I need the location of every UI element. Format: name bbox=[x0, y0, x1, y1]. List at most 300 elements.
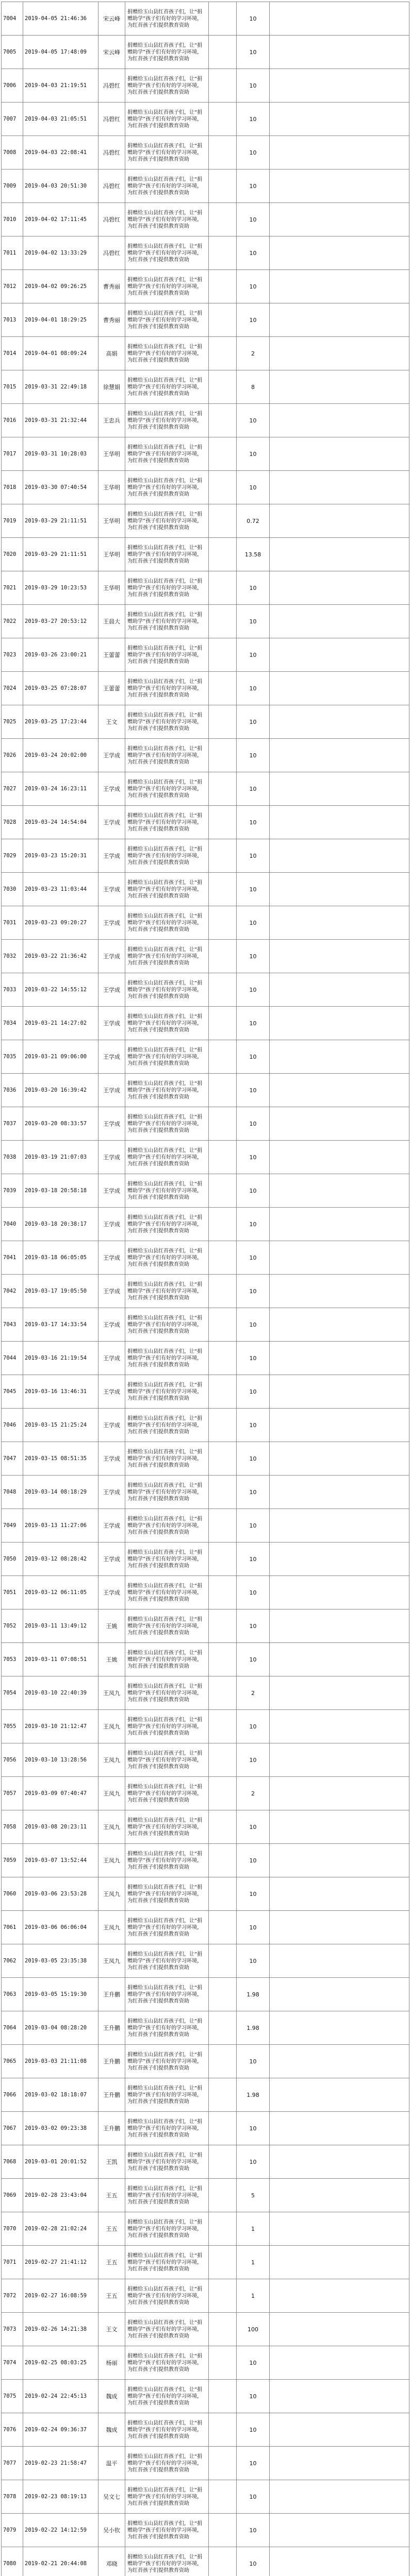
row-blank-cell bbox=[209, 873, 237, 906]
row-amount: 10 bbox=[237, 1877, 270, 1911]
row-amount: 10 bbox=[237, 1208, 270, 1241]
row-blank-cell bbox=[209, 605, 237, 638]
row-description: 捐赠给玉山县红苔孩子们，让“捐赠助学”孩子们有好的学习环境，为红苔孩子们提供教育资助 bbox=[125, 1141, 209, 1174]
row-donor-name: 王华明 bbox=[98, 437, 125, 471]
row-blank-cell bbox=[209, 1442, 237, 1476]
table-row bbox=[2, 1442, 409, 1476]
row-id: 7059 bbox=[2, 1844, 23, 1877]
row-description: 捐赠给玉山县红苔孩子们，让“捐赠助学”孩子们有好的学习环境，为红苔孩子们提供教育资助 bbox=[125, 605, 209, 638]
row-blank-cell bbox=[270, 1978, 409, 2011]
row-blank-cell bbox=[209, 1643, 237, 1676]
row-description: 捐赠给玉山县红苔孩子们，让“捐赠助学”孩子们有好的学习环境，为红苔孩子们提供教育资助 bbox=[125, 1978, 209, 2011]
row-amount: 10 bbox=[237, 1710, 270, 1743]
row-blank-cell bbox=[270, 1810, 409, 1844]
row-description: 捐赠给玉山县红苔孩子们，让“捐赠助学”孩子们有好的学习环境，为红苔孩子们提供教育资助 bbox=[125, 236, 209, 270]
row-amount: 10 bbox=[237, 1308, 270, 1342]
row-datetime: 2019-03-11 07:08:51 bbox=[23, 1643, 98, 1676]
row-donor-name: 徐慧娟 bbox=[98, 370, 125, 404]
row-id: 7015 bbox=[2, 370, 23, 404]
row-id: 7014 bbox=[2, 337, 23, 370]
row-blank-cell bbox=[209, 2447, 237, 2480]
row-datetime: 2019-03-02 18:18:07 bbox=[23, 2078, 98, 2112]
table-row bbox=[2, 1743, 409, 1777]
row-blank-cell bbox=[209, 1911, 237, 1944]
row-donor-name: 王华明 bbox=[98, 538, 125, 571]
row-description: 捐赠给玉山县红苔孩子们，让“捐赠助学”孩子们有好的学习环境，为红苔孩子们提供教育资助 bbox=[125, 1609, 209, 1643]
row-blank-cell bbox=[209, 1944, 237, 1978]
row-blank-cell bbox=[209, 1609, 237, 1643]
table-row bbox=[2, 1241, 409, 1275]
row-blank-cell bbox=[270, 1911, 409, 1944]
row-blank-cell bbox=[270, 236, 409, 270]
row-blank-cell bbox=[270, 1676, 409, 1710]
row-blank-cell bbox=[209, 705, 237, 739]
row-blank-cell bbox=[270, 772, 409, 806]
row-description: 捐赠给玉山县红苔孩子们，让“捐赠助学”孩子们有好的学习环境，为红苔孩子们提供教育资助 bbox=[125, 1877, 209, 1911]
row-amount: 0.72 bbox=[237, 504, 270, 538]
row-amount: 10 bbox=[237, 1476, 270, 1509]
row-amount: 10 bbox=[237, 1074, 270, 1107]
row-blank-cell bbox=[209, 1007, 237, 1040]
row-id: 7010 bbox=[2, 203, 23, 236]
row-description: 捐赠给玉山县红苔孩子们，让“捐赠助学”孩子们有好的学习环境，为红苔孩子们提供教育资助 bbox=[125, 571, 209, 605]
row-donor-name: 吴小钦 bbox=[98, 2514, 125, 2547]
row-datetime: 2019-04-01 08:09:24 bbox=[23, 337, 98, 370]
row-description: 捐赠给玉山县红苔孩子们，让“捐赠助学”孩子们有好的学习环境，为红苔孩子们提供教育资助 bbox=[125, 203, 209, 236]
row-id: 7036 bbox=[2, 1074, 23, 1107]
row-blank-cell bbox=[270, 1308, 409, 1342]
row-blank-cell bbox=[270, 1375, 409, 1409]
row-datetime: 2019-02-27 16:08:59 bbox=[23, 2279, 98, 2313]
table-row bbox=[2, 2413, 409, 2447]
row-donor-name: 魏成 bbox=[98, 2380, 125, 2413]
row-description: 捐赠给玉山县红苔孩子们，让“捐赠助学”孩子们有好的学习环境，为红苔孩子们提供教育资助 bbox=[125, 1241, 209, 1275]
row-blank-cell bbox=[209, 2514, 237, 2547]
row-blank-cell bbox=[270, 1342, 409, 1375]
row-description: 捐赠给玉山县红苔孩子们，让“捐赠助学”孩子们有好的学习环境，为红苔孩子们提供教育资助 bbox=[125, 1208, 209, 1241]
table-row bbox=[2, 605, 409, 638]
row-description: 捐赠给玉山县红苔孩子们，让“捐赠助学”孩子们有好的学习环境，为红苔孩子们提供教育资助 bbox=[125, 2045, 209, 2078]
row-id: 7013 bbox=[2, 303, 23, 337]
table-row bbox=[2, 1107, 409, 1141]
row-amount: 13.58 bbox=[237, 538, 270, 571]
row-datetime: 2019-03-06 06:06:04 bbox=[23, 1911, 98, 1944]
row-id: 7056 bbox=[2, 1743, 23, 1777]
row-id: 7049 bbox=[2, 1509, 23, 1543]
row-amount: 10 bbox=[237, 705, 270, 739]
row-donor-name: 王学成 bbox=[98, 1241, 125, 1275]
row-datetime: 2019-03-29 21:11:51 bbox=[23, 538, 98, 571]
row-amount: 10 bbox=[237, 103, 270, 136]
row-datetime: 2019-03-21 09:06:00 bbox=[23, 1040, 98, 1074]
row-blank-cell bbox=[270, 2380, 409, 2413]
row-blank-cell bbox=[209, 2045, 237, 2078]
row-blank-cell bbox=[209, 103, 237, 136]
row-donor-name: 冯碧红 bbox=[98, 136, 125, 170]
row-amount: 10 bbox=[237, 940, 270, 973]
row-blank-cell bbox=[270, 437, 409, 471]
row-blank-cell bbox=[270, 1643, 409, 1676]
row-blank-cell bbox=[209, 571, 237, 605]
row-description: 捐赠给玉山县红苔孩子们，让“捐赠助学”孩子们有好的学习环境，为红苔孩子们提供教育资助 bbox=[125, 1174, 209, 1208]
row-donor-name: 王学成 bbox=[98, 973, 125, 1007]
row-description: 捐赠给玉山县红苔孩子们，让“捐赠助学”孩子们有好的学习环境，为红苔孩子们提供教育资助 bbox=[125, 471, 209, 504]
row-datetime: 2019-03-15 08:51:35 bbox=[23, 1442, 98, 1476]
row-description: 捐赠给玉山县红苔孩子们，让“捐赠助学”孩子们有好的学习环境，为红苔孩子们提供教育资助 bbox=[125, 337, 209, 370]
row-datetime: 2019-04-05 21:46:36 bbox=[23, 2, 98, 36]
table-row bbox=[2, 1609, 409, 1643]
row-blank-cell bbox=[270, 2212, 409, 2246]
row-donor-name: 王学成 bbox=[98, 1208, 125, 1241]
row-blank-cell bbox=[209, 303, 237, 337]
row-blank-cell bbox=[209, 1409, 237, 1442]
row-datetime: 2019-03-07 13:52:44 bbox=[23, 1844, 98, 1877]
row-description: 捐赠给玉山县红苔孩子们，让“捐赠助学”孩子们有好的学习环境，为红苔孩子们提供教育资助 bbox=[125, 1543, 209, 1576]
row-datetime: 2019-02-25 08:03:25 bbox=[23, 2346, 98, 2380]
row-blank-cell bbox=[209, 1476, 237, 1509]
row-blank-cell bbox=[270, 1442, 409, 1476]
row-id: 7078 bbox=[2, 2480, 23, 2514]
row-blank-cell bbox=[270, 1543, 409, 1576]
row-blank-cell bbox=[209, 370, 237, 404]
row-amount: 10 bbox=[237, 2, 270, 36]
row-datetime: 2019-03-10 22:40:39 bbox=[23, 1676, 98, 1710]
row-donor-name: 王凤九 bbox=[98, 1844, 125, 1877]
row-id: 7035 bbox=[2, 1040, 23, 1074]
row-blank-cell bbox=[270, 1275, 409, 1308]
row-amount: 1.98 bbox=[237, 1978, 270, 2011]
row-description: 捐赠给玉山县红苔孩子们，让“捐赠助学”孩子们有好的学习环境，为红苔孩子们提供教育资助 bbox=[125, 1576, 209, 1609]
table-row bbox=[2, 203, 409, 236]
row-id: 7039 bbox=[2, 1174, 23, 1208]
row-id: 7068 bbox=[2, 2145, 23, 2179]
row-description: 捐赠给玉山县红苔孩子们，让“捐赠助学”孩子们有好的学习环境，为红苔孩子们提供教育资助 bbox=[125, 638, 209, 672]
row-amount: 10 bbox=[237, 2380, 270, 2413]
row-donor-name: 杨丽 bbox=[98, 2346, 125, 2380]
row-blank-cell bbox=[270, 2279, 409, 2313]
row-amount: 10 bbox=[237, 136, 270, 170]
table-row bbox=[2, 370, 409, 404]
table-row bbox=[2, 1911, 409, 1944]
row-blank-cell bbox=[209, 1275, 237, 1308]
row-id: 7048 bbox=[2, 1476, 23, 1509]
row-description: 捐赠给玉山县红苔孩子们，让“捐赠助学”孩子们有好的学习环境，为红苔孩子们提供教育资助 bbox=[125, 2112, 209, 2145]
row-datetime: 2019-02-22 14:12:59 bbox=[23, 2514, 98, 2547]
row-description: 捐赠给玉山县红苔孩子们，让“捐赠助学”孩子们有好的学习环境，为红苔孩子们提供教育资助 bbox=[125, 2212, 209, 2246]
row-datetime: 2019-03-10 21:12:47 bbox=[23, 1710, 98, 1743]
row-blank-cell bbox=[270, 2078, 409, 2112]
row-id: 7012 bbox=[2, 270, 23, 303]
table-row bbox=[2, 103, 409, 136]
row-datetime: 2019-03-05 23:35:38 bbox=[23, 1944, 98, 1978]
row-id: 7057 bbox=[2, 1777, 23, 1810]
row-datetime: 2019-03-23 09:20:27 bbox=[23, 906, 98, 940]
row-description: 捐赠给玉山县红苔孩子们，让“捐赠助学”孩子们有好的学习环境，为红苔孩子们提供教育资助 bbox=[125, 1643, 209, 1676]
row-blank-cell bbox=[209, 1107, 237, 1141]
row-datetime: 2019-02-28 21:02:24 bbox=[23, 2212, 98, 2246]
row-id: 7004 bbox=[2, 2, 23, 36]
row-id: 7019 bbox=[2, 504, 23, 538]
row-amount: 100 bbox=[237, 2313, 270, 2346]
row-blank-cell bbox=[209, 2011, 237, 2045]
row-datetime: 2019-03-09 07:40:47 bbox=[23, 1777, 98, 1810]
row-id: 7060 bbox=[2, 1877, 23, 1911]
row-donor-name: 冯碧红 bbox=[98, 236, 125, 270]
row-blank-cell bbox=[209, 2, 237, 36]
row-blank-cell bbox=[270, 1241, 409, 1275]
table-row bbox=[2, 705, 409, 739]
row-blank-cell bbox=[209, 739, 237, 772]
row-amount: 10 bbox=[237, 2447, 270, 2480]
row-blank-cell bbox=[209, 1576, 237, 1609]
row-donor-name: 王凤九 bbox=[98, 1911, 125, 1944]
row-blank-cell bbox=[209, 1040, 237, 1074]
row-description: 捐赠给玉山县红苔孩子们，让“捐赠助学”孩子们有好的学习环境，为红苔孩子们提供教育资助 bbox=[125, 2380, 209, 2413]
row-id: 7006 bbox=[2, 69, 23, 103]
row-blank-cell bbox=[270, 873, 409, 906]
row-donor-name: 王华明 bbox=[98, 471, 125, 504]
row-amount: 10 bbox=[237, 806, 270, 839]
row-donor-name: 王学成 bbox=[98, 940, 125, 973]
row-description: 捐赠给玉山县红苔孩子们，让“捐赠助学”孩子们有好的学习环境，为红苔孩子们提供教育资助 bbox=[125, 1810, 209, 1844]
row-amount: 10 bbox=[237, 1576, 270, 1609]
row-amount: 10 bbox=[237, 471, 270, 504]
row-amount: 5 bbox=[237, 2179, 270, 2212]
row-blank-cell bbox=[270, 2480, 409, 2514]
row-id: 7065 bbox=[2, 2045, 23, 2078]
row-amount: 1 bbox=[237, 2279, 270, 2313]
row-datetime: 2019-03-01 20:01:52 bbox=[23, 2145, 98, 2179]
table-row bbox=[2, 2, 409, 36]
row-id: 7055 bbox=[2, 1710, 23, 1743]
row-id: 7067 bbox=[2, 2112, 23, 2145]
row-id: 7037 bbox=[2, 1107, 23, 1141]
row-donor-name: 王凤九 bbox=[98, 1676, 125, 1710]
row-amount: 10 bbox=[237, 1643, 270, 1676]
row-donor-name: 王升鹏 bbox=[98, 2112, 125, 2145]
row-datetime: 2019-03-18 20:38:17 bbox=[23, 1208, 98, 1241]
row-donor-name: 王凤九 bbox=[98, 1710, 125, 1743]
row-id: 7023 bbox=[2, 638, 23, 672]
row-datetime: 2019-03-20 08:33:57 bbox=[23, 1107, 98, 1141]
row-id: 7073 bbox=[2, 2313, 23, 2346]
row-donor-name: 王升鹏 bbox=[98, 2078, 125, 2112]
row-datetime: 2019-03-27 20:53:12 bbox=[23, 605, 98, 638]
row-datetime: 2019-03-13 11:27:06 bbox=[23, 1509, 98, 1543]
row-id: 7045 bbox=[2, 1375, 23, 1409]
row-id: 7062 bbox=[2, 1944, 23, 1978]
row-datetime: 2019-04-03 22:08:41 bbox=[23, 136, 98, 170]
row-datetime: 2019-03-31 21:32:44 bbox=[23, 404, 98, 437]
table-row bbox=[2, 437, 409, 471]
row-description: 捐赠给玉山县红苔孩子们，让“捐赠助学”孩子们有好的学习环境，为红苔孩子们提供教育资助 bbox=[125, 103, 209, 136]
row-donor-name: 王学成 bbox=[98, 1308, 125, 1342]
row-amount: 10 bbox=[237, 2112, 270, 2145]
row-blank-cell bbox=[209, 1810, 237, 1844]
row-datetime: 2019-02-28 23:43:04 bbox=[23, 2179, 98, 2212]
row-blank-cell bbox=[209, 2313, 237, 2346]
row-id: 7074 bbox=[2, 2346, 23, 2380]
row-datetime: 2019-04-03 20:51:30 bbox=[23, 170, 98, 203]
row-id: 7025 bbox=[2, 705, 23, 739]
row-blank-cell bbox=[209, 404, 237, 437]
row-blank-cell bbox=[209, 2480, 237, 2514]
row-amount: 8 bbox=[237, 370, 270, 404]
row-description: 捐赠给玉山县红苔孩子们，让“捐赠助学”孩子们有好的学习环境，为红苔孩子们提供教育资助 bbox=[125, 2, 209, 36]
table-row bbox=[2, 873, 409, 906]
row-blank-cell bbox=[270, 2045, 409, 2078]
row-description: 捐赠给玉山县红苔孩子们，让“捐赠助学”孩子们有好的学习环境，为红苔孩子们提供教育资助 bbox=[125, 705, 209, 739]
row-blank-cell bbox=[270, 36, 409, 69]
row-blank-cell bbox=[209, 136, 237, 170]
row-donor-name: 曹秀丽 bbox=[98, 303, 125, 337]
row-datetime: 2019-02-24 09:36:37 bbox=[23, 2413, 98, 2447]
table-row bbox=[2, 571, 409, 605]
row-blank-cell bbox=[209, 1241, 237, 1275]
row-description: 捐赠给玉山县红苔孩子们，让“捐赠助学”孩子们有好的学习环境，为红苔孩子们提供教育资助 bbox=[125, 2480, 209, 2514]
row-blank-cell bbox=[209, 2212, 237, 2246]
row-donor-name: 王晨大 bbox=[98, 605, 125, 638]
row-blank-cell bbox=[270, 2413, 409, 2447]
table-row bbox=[2, 1643, 409, 1676]
row-blank-cell bbox=[209, 2279, 237, 2313]
row-amount: 1 bbox=[237, 2246, 270, 2279]
table-row bbox=[2, 1944, 409, 1978]
table-row bbox=[2, 672, 409, 705]
table-row bbox=[2, 772, 409, 806]
row-description: 捐赠给玉山县红苔孩子们，让“捐赠助学”孩子们有好的学习环境，为红苔孩子们提供教育资助 bbox=[125, 538, 209, 571]
row-donor-name: 冯碧红 bbox=[98, 103, 125, 136]
row-donor-name: 王学成 bbox=[98, 1409, 125, 1442]
row-datetime: 2019-02-23 21:58:47 bbox=[23, 2447, 98, 2480]
row-donor-name: 王学成 bbox=[98, 1174, 125, 1208]
row-description: 捐赠给玉山县红苔孩子们，让“捐赠助学”孩子们有好的学习环境，为红苔孩子们提供教育资助 bbox=[125, 672, 209, 705]
row-description: 捐赠给玉山县红苔孩子们，让“捐赠助学”孩子们有好的学习环境，为红苔孩子们提供教育资助 bbox=[125, 2279, 209, 2313]
row-description: 捐赠给玉山县红苔孩子们，让“捐赠助学”孩子们有好的学习环境，为红苔孩子们提供教育资助 bbox=[125, 1107, 209, 1141]
row-amount: 10 bbox=[237, 303, 270, 337]
row-blank-cell bbox=[270, 2346, 409, 2380]
table-row bbox=[2, 2547, 409, 2576]
row-donor-name: 王学成 bbox=[98, 1107, 125, 1141]
row-blank-cell bbox=[270, 303, 409, 337]
row-description: 捐赠给玉山县红苔孩子们，让“捐赠助学”孩子们有好的学习环境，为红苔孩子们提供教育资助 bbox=[125, 1342, 209, 1375]
row-description: 捐赠给玉山县红苔孩子们，让“捐赠助学”孩子们有好的学习环境，为红苔孩子们提供教育资助 bbox=[125, 2514, 209, 2547]
row-amount: 10 bbox=[237, 605, 270, 638]
row-donor-name: 温平 bbox=[98, 2447, 125, 2480]
row-description: 捐赠给玉山县红苔孩子们，让“捐赠助学”孩子们有好的学习环境，为红苔孩子们提供教育资助 bbox=[125, 1308, 209, 1342]
row-description: 捐赠给玉山县红苔孩子们，让“捐赠助学”孩子们有好的学习环境，为红苔孩子们提供教育资助 bbox=[125, 370, 209, 404]
row-datetime: 2019-04-05 17:48:09 bbox=[23, 36, 98, 69]
row-description: 捐赠给玉山县红苔孩子们，让“捐赠助学”孩子们有好的学习环境，为红苔孩子们提供教育资助 bbox=[125, 2078, 209, 2112]
table-row bbox=[2, 1810, 409, 1844]
row-id: 7024 bbox=[2, 672, 23, 705]
row-amount: 10 bbox=[237, 1275, 270, 1308]
row-blank-cell bbox=[270, 605, 409, 638]
row-donor-name: 王五 bbox=[98, 2212, 125, 2246]
row-id: 7009 bbox=[2, 170, 23, 203]
table-row bbox=[2, 2380, 409, 2413]
table-row bbox=[2, 906, 409, 940]
row-description: 捐赠给玉山县红苔孩子们，让“捐赠助学”孩子们有好的学习环境，为红苔孩子们提供教育资助 bbox=[125, 2313, 209, 2346]
row-amount: 10 bbox=[237, 739, 270, 772]
row-datetime: 2019-04-03 21:19:51 bbox=[23, 69, 98, 103]
table-row bbox=[2, 1978, 409, 2011]
table-row bbox=[2, 270, 409, 303]
row-blank-cell bbox=[209, 337, 237, 370]
row-description: 捐赠给玉山县红苔孩子们，让“捐赠助学”孩子们有好的学习环境，为红苔孩子们提供教育资助 bbox=[125, 2413, 209, 2447]
row-id: 7077 bbox=[2, 2447, 23, 2480]
row-id: 7032 bbox=[2, 940, 23, 973]
table-row bbox=[2, 2313, 409, 2346]
table-row bbox=[2, 1844, 409, 1877]
row-blank-cell bbox=[270, 337, 409, 370]
row-amount: 10 bbox=[237, 772, 270, 806]
table-row bbox=[2, 2514, 409, 2547]
row-blank-cell bbox=[209, 170, 237, 203]
table-row bbox=[2, 1777, 409, 1810]
row-amount: 10 bbox=[237, 1810, 270, 1844]
row-blank-cell bbox=[270, 2447, 409, 2480]
row-donor-name: 冯碧红 bbox=[98, 69, 125, 103]
row-amount: 10 bbox=[237, 839, 270, 873]
row-datetime: 2019-03-21 14:27:02 bbox=[23, 1007, 98, 1040]
row-blank-cell bbox=[209, 2112, 237, 2145]
row-id: 7053 bbox=[2, 1643, 23, 1676]
row-donor-name: 王学成 bbox=[98, 739, 125, 772]
row-id: 7058 bbox=[2, 1810, 23, 1844]
table-row bbox=[2, 973, 409, 1007]
row-amount: 10 bbox=[237, 1409, 270, 1442]
row-blank-cell bbox=[209, 504, 237, 538]
row-amount: 10 bbox=[237, 69, 270, 103]
row-id: 7042 bbox=[2, 1275, 23, 1308]
row-blank-cell bbox=[209, 2179, 237, 2212]
row-blank-cell bbox=[209, 69, 237, 103]
row-donor-name: 王学成 bbox=[98, 1007, 125, 1040]
table-row bbox=[2, 1174, 409, 1208]
row-donor-name: 王姚 bbox=[98, 1609, 125, 1643]
row-donor-name: 王五 bbox=[98, 2279, 125, 2313]
row-donor-name: 王蕾蕾 bbox=[98, 672, 125, 705]
row-description: 捐赠给玉山县红苔孩子们，让“捐赠助学”孩子们有好的学习环境，为红苔孩子们提供教育资助 bbox=[125, 1409, 209, 1442]
row-blank-cell bbox=[209, 839, 237, 873]
row-blank-cell bbox=[209, 2547, 237, 2576]
row-blank-cell bbox=[209, 1743, 237, 1777]
row-datetime: 2019-03-02 09:23:38 bbox=[23, 2112, 98, 2145]
row-donor-name: 王凯 bbox=[98, 2145, 125, 2179]
row-description: 捐赠给玉山县红苔孩子们，让“捐赠助学”孩子们有好的学习环境，为红苔孩子们提供教育资助 bbox=[125, 303, 209, 337]
row-id: 7071 bbox=[2, 2246, 23, 2279]
row-donor-name: 宋云峰 bbox=[98, 2, 125, 36]
row-description: 捐赠给玉山县红苔孩子们，让“捐赠助学”孩子们有好的学习环境，为红苔孩子们提供教育资助 bbox=[125, 806, 209, 839]
table-row bbox=[2, 2480, 409, 2514]
table-row bbox=[2, 806, 409, 839]
table-row bbox=[2, 1509, 409, 1543]
row-id: 7028 bbox=[2, 806, 23, 839]
table-row bbox=[2, 2112, 409, 2145]
row-donor-name: 王学成 bbox=[98, 1141, 125, 1174]
row-amount: 10 bbox=[237, 36, 270, 69]
row-description: 捐赠给玉山县红苔孩子们，让“捐赠助学”孩子们有好的学习环境，为红苔孩子们提供教育资助 bbox=[125, 1676, 209, 1710]
row-description: 捐赠给玉山县红苔孩子们，让“捐赠助学”孩子们有好的学习环境，为红苔孩子们提供教育资助 bbox=[125, 1074, 209, 1107]
row-description: 捐赠给玉山县红苔孩子们，让“捐赠助学”孩子们有好的学习环境，为红苔孩子们提供教育资助 bbox=[125, 1275, 209, 1308]
row-donor-name: 王升鹏 bbox=[98, 1978, 125, 2011]
row-id: 7064 bbox=[2, 2011, 23, 2045]
row-blank-cell bbox=[209, 538, 237, 571]
row-id: 7066 bbox=[2, 2078, 23, 2112]
row-id: 7052 bbox=[2, 1609, 23, 1643]
row-blank-cell bbox=[270, 2179, 409, 2212]
